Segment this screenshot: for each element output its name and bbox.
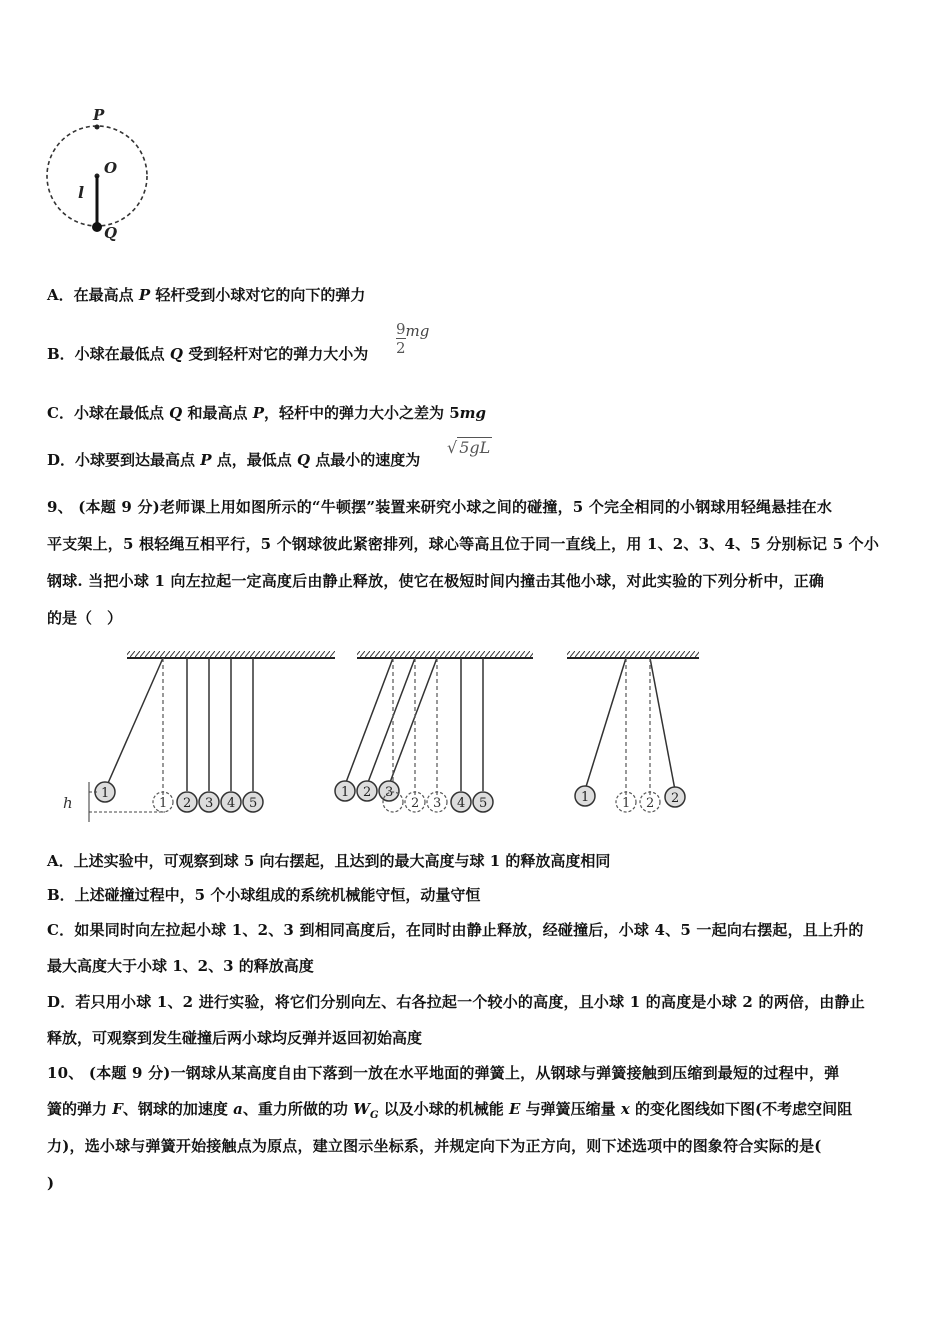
q10-F: F <box>112 1100 123 1118</box>
cradle-panel-1 <box>63 651 335 822</box>
q8-b-text1: B．小球在最低点 <box>47 345 170 363</box>
label-Q: Q <box>104 224 118 242</box>
q10-x: x <box>620 1100 630 1118</box>
p1-ball-2-label: 2 <box>183 796 192 811</box>
p3-ghost-1-label: 1 <box>622 796 631 811</box>
q8-option-c <box>47 403 486 423</box>
p2-ghost-3-label: 3 <box>433 796 442 811</box>
label-O: O <box>104 159 118 177</box>
q10-l2-t6: 的变化图线如下图(不考虑空间阻 <box>629 1100 853 1118</box>
q9-line-2: 平支架上，5 根轻绳互相平行，5 个钢球彼此紧密排列，球心等高且位于同一直线上，用 1、2、3、4、5 分别标记 5 个小 <box>47 535 880 553</box>
q8-d-P: P <box>200 451 212 469</box>
cradle-panel-2 <box>335 651 533 812</box>
q8-option-d <box>47 450 420 470</box>
q8-b-mg: mg <box>405 321 430 340</box>
q10-l2-t1: 簧的弹力 <box>47 1100 113 1118</box>
sqrt-radicand: 5gL <box>459 438 491 457</box>
q8-a-P: P <box>138 286 151 304</box>
q10-a: a <box>233 1100 243 1118</box>
p2-ball-1-label: 1 <box>341 785 350 800</box>
point-P <box>95 125 100 130</box>
q8-d-Q: Q <box>296 451 311 469</box>
label-l: l <box>78 183 85 202</box>
q10-l2-t3: 、重力所做的功 <box>242 1100 354 1118</box>
q10-line-4: ) <box>47 1174 55 1192</box>
q8-a-text1: A．在最高点 <box>47 286 139 304</box>
q9-option-d-line-1: D．若只用小球 1、2 进行实验，将它们分别向左、右各拉起一个较小的高度，且小球 1 的高度是小球 2 的两倍，由静止 <box>47 993 865 1011</box>
q9-line-4: 的是（ ） <box>47 609 123 627</box>
q8-d-text1: D．小球要到达最高点 <box>47 451 201 469</box>
q10-l2-t5: 与弹簧压缩量 <box>520 1100 621 1118</box>
q8-c-text2: 和最高点 <box>182 404 253 422</box>
q10-l2-t2: 、钢球的加速度 <box>122 1100 234 1118</box>
circle-rod-figure <box>40 100 160 245</box>
p2-ball-3-label: 3 <box>385 785 394 800</box>
p1-ball-4-label: 4 <box>227 796 236 811</box>
label-P: P <box>93 106 105 124</box>
q8-b-formula <box>396 320 429 357</box>
p3-ball-1-label: 1 <box>581 790 590 805</box>
p3-ball-2-label: 2 <box>671 791 680 806</box>
q8-b-text2: 受到轻杆对它的弹力大小为 <box>182 345 369 363</box>
q8-c-text1: C．小球在最低点 <box>47 404 170 422</box>
newtons-cradle-figure <box>55 645 715 835</box>
q10-l2-t4: 以及小球的机械能 <box>378 1100 509 1118</box>
p1-ball-1-ghost-label: 1 <box>159 796 168 811</box>
cradle-panel-3 <box>567 651 699 812</box>
q8-d-text3: 点最小的速度为 <box>310 451 421 469</box>
p2-ghost-2-label: 2 <box>411 796 420 811</box>
q10-E: E <box>508 1100 521 1118</box>
fraction-denominator: 2 <box>396 339 406 357</box>
q10-G: G <box>369 1110 379 1121</box>
q8-d-text2: 点，最低点 <box>211 451 297 469</box>
height-label-h: h <box>63 794 73 812</box>
q9-option-c-line-1: C．如果同时向左拉起小球 1、2、3 到相同高度后，在同时由静止释放，经碰撞后，小球 4、5 一起向右摆起，且上升的 <box>47 921 864 939</box>
p1-ball-3-label: 3 <box>205 796 214 811</box>
q8-c-P: P <box>252 404 264 422</box>
q9-line-3: 钢球. 当把小球 1 向左拉起一定高度后由静止释放，使它在极短时间内撞击其他小球，对此实验的下列分析中，正确 <box>47 572 825 590</box>
q10-line-1: 10、 (本题 9 分)一钢球从某高度自由下落到一放在水平地面的弹簧上，从钢球与弹簧接触到压缩到最短的过程中，弹 <box>47 1064 840 1082</box>
q10-line-3: 力)，选小球与弹簧开始接触点为原点，建立图示坐标系，并规定向下为正方向，则下述选项中的图象符合实际的是( <box>47 1137 822 1155</box>
fraction-numerator: 9 <box>396 320 406 338</box>
p2-ball-4-label: 4 <box>457 796 466 811</box>
q8-option-b <box>47 344 368 364</box>
q9-line-1: 9、 (本题 9 分)老师课上用如图所示的“牛顿摆”装置来研究小球之间的碰撞，5 个完全相同的小钢球用轻绳悬挂在水 <box>47 498 833 516</box>
q8-c-mg: mg <box>459 404 487 422</box>
q9-option-b: B．上述碰撞过程中，5 个小球组成的系统机械能守恒，动量守恒 <box>47 886 481 904</box>
q10-line-2 <box>47 1099 852 1126</box>
p1-ball-5-label: 5 <box>249 796 258 811</box>
q8-a-text2: 轻杆受到小球对它的向下的弹力 <box>150 286 366 304</box>
sqrt-5gL: √ 5gL <box>447 438 491 457</box>
ball-Q <box>92 222 102 232</box>
q10-W: W <box>353 1100 370 1118</box>
q8-option-a <box>47 285 365 305</box>
q9-option-a: A．上述实验中，可观察到球 5 向右摆起，且达到的最大高度与球 1 的释放高度相同 <box>47 852 611 870</box>
q8-b-Q: Q <box>169 345 183 363</box>
fraction-9-2 <box>396 320 406 357</box>
p2-ball-5-label: 5 <box>479 796 488 811</box>
q8-d-formula <box>447 438 492 457</box>
p1-ball-1-label: 1 <box>101 786 110 801</box>
q8-c-text3: ，轻杆中的弹力大小之差为 5 <box>263 404 460 422</box>
q9-option-c-line-2: 最大高度大于小球 1、2、3 的释放高度 <box>47 957 314 975</box>
q8-c-Q: Q <box>169 404 183 422</box>
q9-option-d-line-2: 释放，可观察到发生碰撞后两小球均反弹并返回初始高度 <box>47 1029 423 1047</box>
p3-ghost-2-label: 2 <box>646 796 655 811</box>
p2-ball-2-label: 2 <box>363 785 372 800</box>
